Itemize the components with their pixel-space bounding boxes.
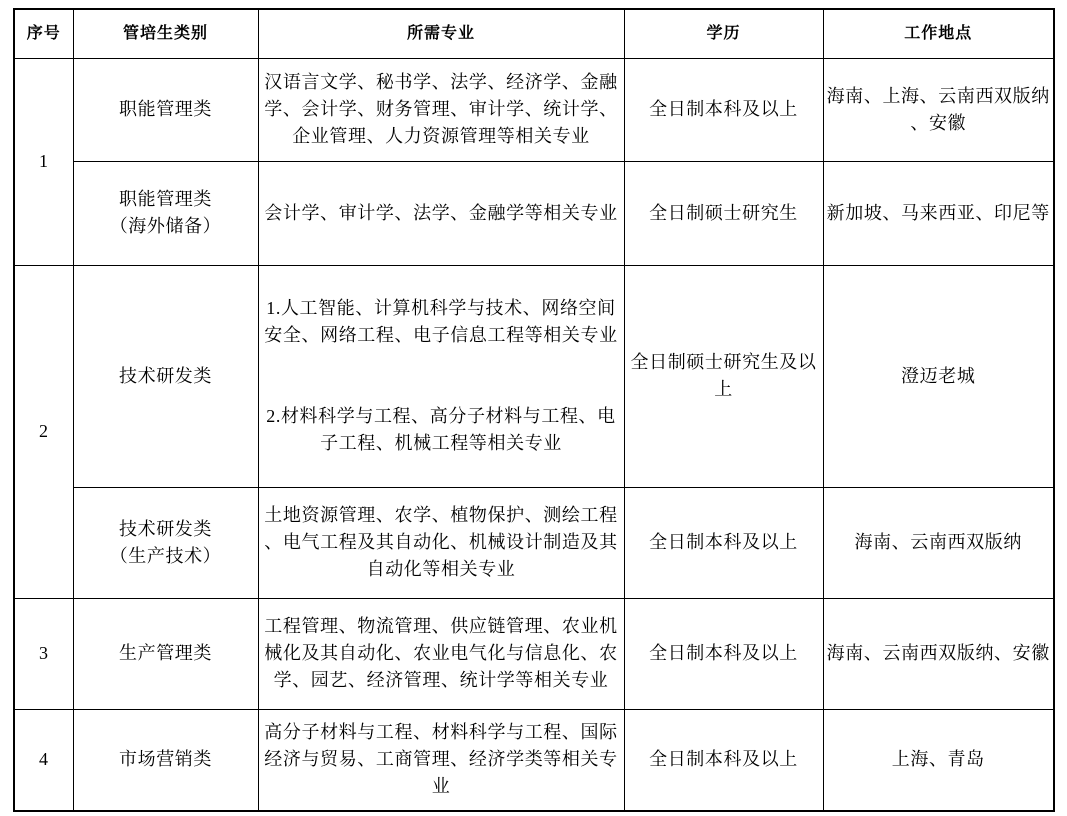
cell-degree-3: 全日制本科及以上 — [624, 598, 823, 709]
cell-degree-4: 全日制本科及以上 — [624, 709, 823, 811]
table-header-row — [14, 9, 1054, 58]
cell-degree-1a: 全日制本科及以上 — [624, 58, 823, 161]
cell-category-2a: 技术研发类 — [73, 265, 258, 487]
table-row-1a — [14, 58, 1054, 161]
cell-category-1a: 职能管理类 — [73, 58, 258, 161]
cell-majors-4: 高分子材料与工程、材料科学与工程、国际经济与贸易、工商管理、经济学类等相关专业 — [258, 709, 624, 811]
cell-location-2b: 海南、云南西双版纳 — [823, 487, 1054, 598]
header-serial: 序号 — [14, 9, 73, 58]
cell-serial-2: 2 — [14, 265, 73, 598]
cell-majors-1a: 汉语言文学、秘书学、法学、经济学、金融学、会计学、财务管理、审计学、统计学、企业管理、人力资源管理等相关专业 — [258, 58, 624, 161]
table-row-1b — [14, 161, 1054, 265]
majors-paragraph-1: 1.人工智能、计算机科学与技术、网络空间安全、网络工程、电子信息工程等相关专业 — [264, 298, 618, 345]
cell-majors-1b: 会计学、审计学、法学、金融学等相关专业 — [258, 161, 624, 265]
header-location: 工作地点 — [823, 9, 1054, 58]
header-category: 管培生类别 — [73, 9, 258, 58]
trainee-recruitment-table — [13, 8, 1055, 812]
cell-degree-1b: 全日制硕士研究生 — [624, 161, 823, 265]
cell-category-1b — [73, 161, 258, 265]
header-majors: 所需专业 — [258, 9, 624, 58]
cell-majors-2a — [258, 265, 624, 487]
table-row-2a — [14, 265, 1054, 487]
header-degree: 学历 — [624, 9, 823, 58]
table-row-2b — [14, 487, 1054, 598]
category-line2: （生产技术） — [109, 545, 222, 566]
cell-category-4: 市场营销类 — [73, 709, 258, 811]
cell-location-3: 海南、云南西双版纳、安徽 — [823, 598, 1054, 709]
cell-location-4: 上海、青岛 — [823, 709, 1054, 811]
cell-category-3: 生产管理类 — [73, 598, 258, 709]
cell-serial-4: 4 — [14, 709, 73, 811]
cell-serial-3: 3 — [14, 598, 73, 709]
category-line1: 职能管理类 — [119, 189, 212, 209]
cell-degree-2b: 全日制本科及以上 — [624, 487, 823, 598]
cell-location-1a: 海南、上海、云南西双版纳、安徽 — [823, 58, 1054, 161]
cell-location-2a: 澄迈老城 — [823, 265, 1054, 487]
cell-serial-1: 1 — [14, 58, 73, 265]
cell-degree-2a: 全日制硕士研究生及以上 — [624, 265, 823, 487]
table-row-4 — [14, 709, 1054, 811]
cell-majors-3: 工程管理、物流管理、供应链管理、农业机械化及其自动化、农业电气化与信息化、农学、园艺、经济管理、统计学等相关专业 — [258, 598, 624, 709]
cell-majors-2b: 土地资源管理、农学、植物保护、测绘工程、电气工程及其自动化、机械设计制造及其自动化等相关专业 — [258, 487, 624, 598]
cell-category-2b — [73, 487, 258, 598]
majors-paragraph-2: 2.材料科学与工程、高分子材料与工程、电子工程、机械工程等相关专业 — [266, 406, 616, 453]
table-row-3 — [14, 598, 1054, 709]
category-line2: （海外储备） — [109, 216, 222, 236]
cell-location-1b: 新加坡、马来西亚、印尼等 — [823, 161, 1054, 265]
category-line1: 技术研发类 — [119, 518, 212, 539]
